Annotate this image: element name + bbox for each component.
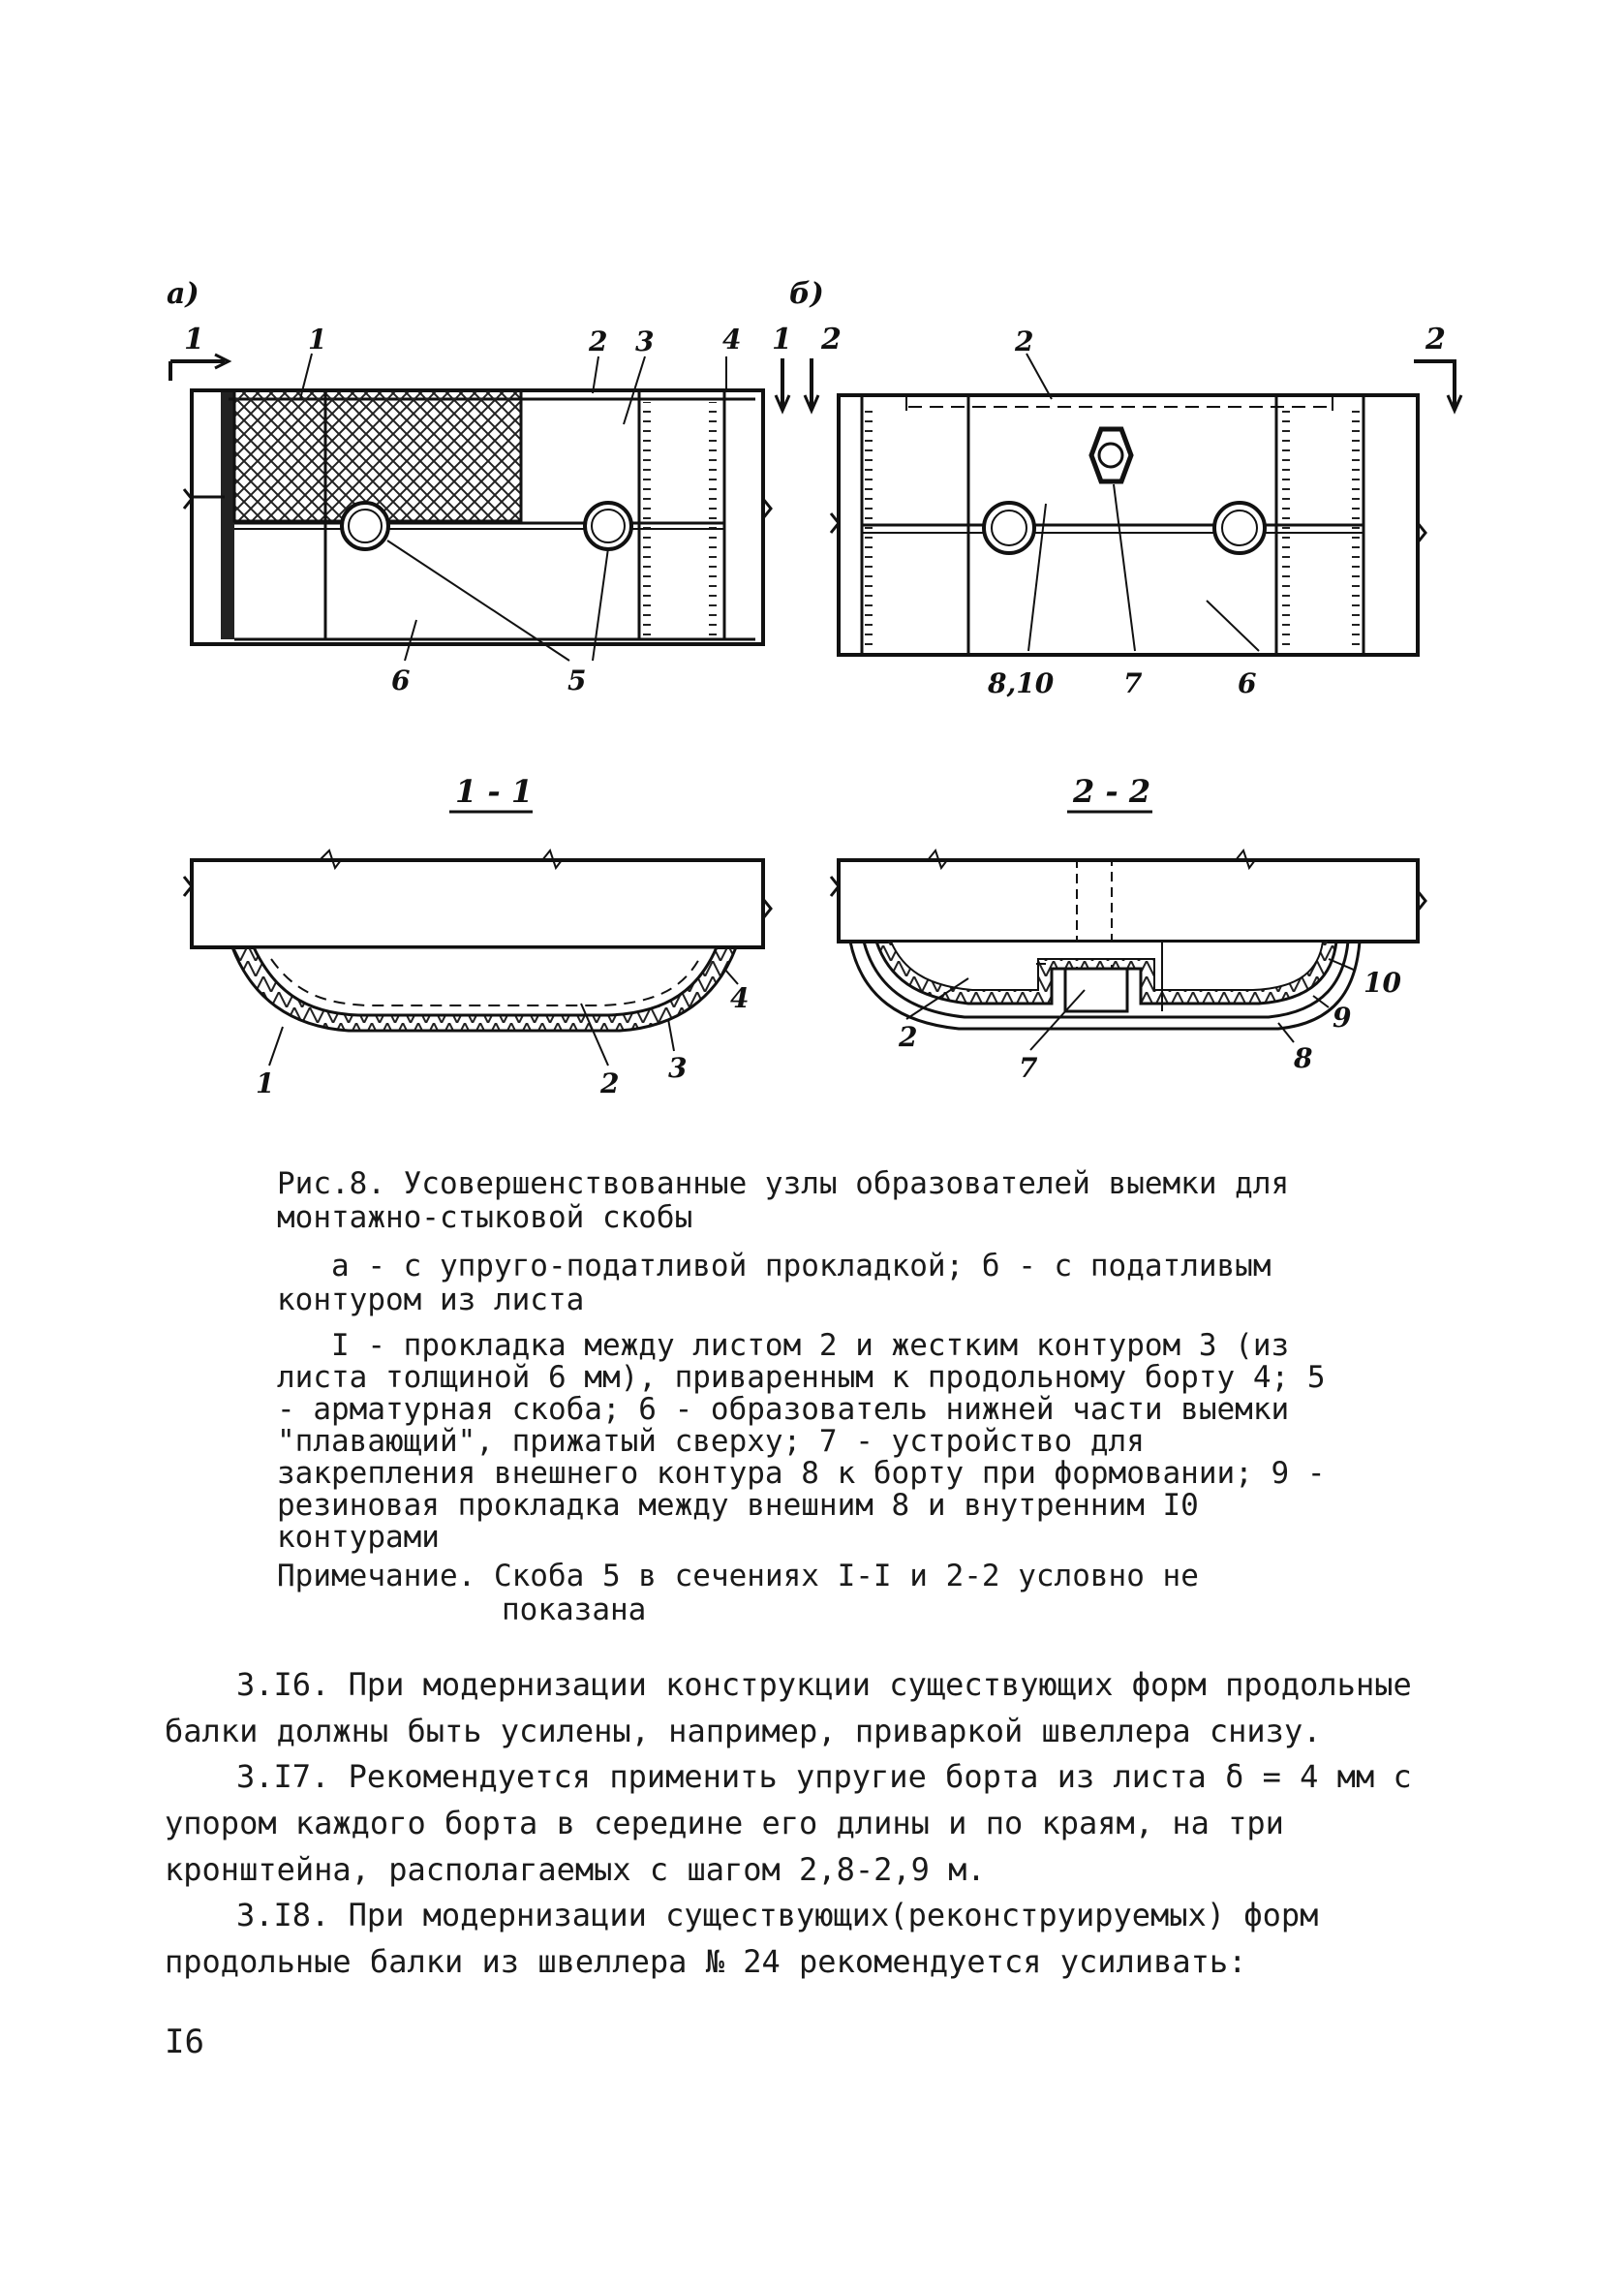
callout-s1-1: 1 [256, 1067, 275, 1099]
callout-b-2: 2 [1015, 325, 1034, 357]
callout-b-6: 6 [1238, 667, 1257, 699]
section-mark-2-right: 2 [1425, 323, 1446, 356]
section-2-2 [831, 773, 1425, 1084]
figure-caption-title: Рис.8. Усовершенствованные узлы образователей выемки для монтажно-стыковой скобы [277, 1166, 1290, 1235]
callout-a-1: 1 [308, 324, 327, 356]
callout-a-5: 5 [567, 665, 587, 696]
callout-b-7: 7 [1123, 667, 1143, 699]
note-text: Скоба 5 в сечениях I-I и 2-2 условно не [493, 1559, 1199, 1593]
figure-drawing [0, 0, 1624, 1114]
figure-legend-variants: а - с упруго-податливой прокладкой; б - с податливым контуром из листа [277, 1249, 1272, 1317]
callout-s1-3: 3 [668, 1052, 688, 1084]
section-mark-2-left: 2 [821, 323, 842, 356]
callout-s2-8: 8 [1294, 1042, 1313, 1074]
section-mark-1-right: 1 [772, 323, 792, 356]
note-text-continued: показана [502, 1592, 647, 1627]
figure-8 [0, 0, 1624, 1114]
paragraph-3-17: 3.I7. Рекомендуется применить упругие борта из листа δ = 4 мм с упором каждого борта в середине его длины и по краям, на три кронштейна, располагаемых с шагом 2,8-2,9 м. [165, 1758, 1412, 1888]
callout-s2-2: 2 [899, 1021, 918, 1053]
note-label: Примечание. [277, 1559, 476, 1593]
plan-view-a [167, 277, 792, 696]
section-2-2-title: 2 - 2 [1073, 773, 1151, 810]
figure-legend-parts: I - прокладка между листом 2 и жестким контуром 3 (из листа толщиной 6 мм), приваренным к продольному борту 4; 5 - арматурная скоба; 6 - образователь нижней части выемки "плавающий", прижатый сверху; 7 - устройство для закрепления внешнего контура 8 к борту при формовании; 9 - резиновая прокладка между внешним 8 и внутренним I0 контурами [277, 1328, 1326, 1555]
page-number: I6 [165, 2023, 204, 2061]
paragraph-3-18: 3.I8. При модернизации существующих(реконструируемых) форм продольные балки из швеллера № 24 рекомендуется усиливать: [165, 1897, 1319, 1980]
paragraph-3-16: 3.I6. При модернизации конструкции существующих форм продольные балки должны быть усилены, например, приваркой швеллера снизу. [165, 1666, 1412, 1749]
callout-a-2: 2 [589, 325, 608, 357]
sublabel-b: б) [789, 277, 824, 311]
callout-a-4: 4 [722, 324, 742, 356]
section-1-1-title: 1 - 1 [455, 773, 534, 810]
callout-a-6: 6 [391, 665, 411, 696]
callout-b-8-10: 8,10 [988, 667, 1055, 699]
callout-a-3: 3 [635, 325, 655, 357]
callout-s1-2: 2 [600, 1067, 620, 1099]
section-1-1 [184, 773, 771, 1099]
callout-s1-4: 4 [730, 982, 750, 1014]
callout-s2-7: 7 [1019, 1052, 1038, 1084]
callout-s2-9: 9 [1333, 1002, 1352, 1034]
plan-view-b [789, 277, 1461, 699]
sublabel-a: а) [167, 277, 199, 311]
section-mark-1-left: 1 [184, 323, 204, 356]
figure-note [277, 1560, 1342, 1627]
callout-s2-10: 10 [1364, 967, 1401, 999]
